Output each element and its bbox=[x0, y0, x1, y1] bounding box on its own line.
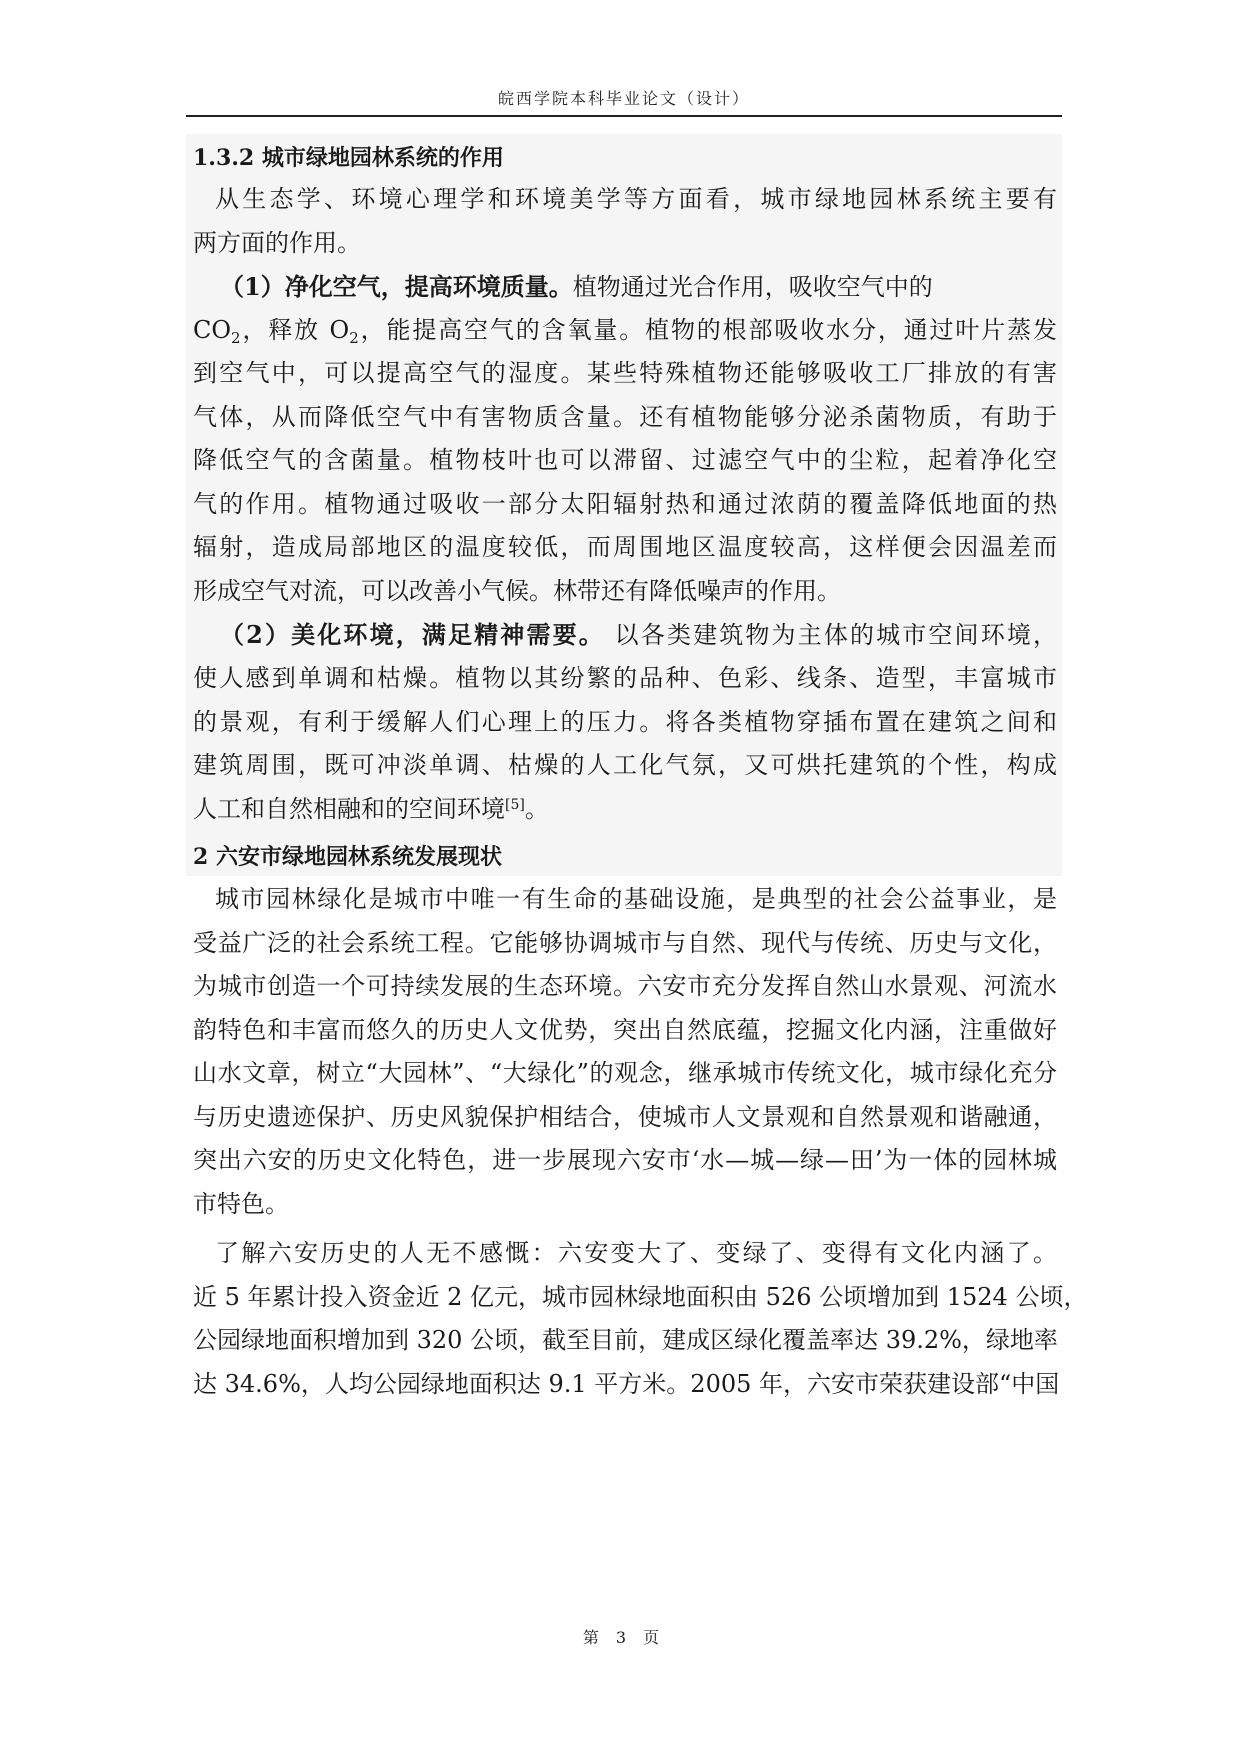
paragraph-line: 形成空气对流，可以改善小气候。林带还有降低噪声的作用。 bbox=[193, 577, 841, 605]
page-number: 第 3 页 bbox=[582, 1628, 666, 1647]
paragraph-line: $CO_2$，释放 $O_2$，能提高空气的含氧量。植物的根部吸收水分，通过叶片蒸发 bbox=[193, 316, 1057, 347]
paragraph-line: 韵特色和丰富而悠久的历史人文优势，突出自然底蕴，挖掘文化内涵，注重做好 bbox=[193, 1016, 1057, 1044]
paragraph-line: 达 34.6%，人均公园绿地面积达 9.1 平方米。2005 年，六安市荣获建设部“中国 bbox=[193, 1370, 1060, 1398]
paragraph-line: 为城市创造一个可持续发展的生态环境。六安市充分发挥自然山水景观、河流水 bbox=[193, 972, 1057, 1000]
paragraph-line: 气体，从而降低空气中有害物质含量。还有植物能够分泌杀菌物质，有助于 bbox=[193, 403, 1057, 431]
o2-subscript: 2 bbox=[349, 329, 359, 347]
paragraph-line: 人工和自然相融和的空间环境[5]。 bbox=[193, 795, 549, 823]
point-1-text: 植物通过光合作用，吸收空气中的 bbox=[572, 273, 933, 301]
paragraph-line: 到空气中，可以提高空气的湿度。某些特殊植物还能够吸收工厂排放的有害 bbox=[193, 359, 1057, 387]
paragraph-line: 公园绿地面积增加到 320 公顷，截至目前，建成区绿化覆盖率达 39.2%，绿地率 bbox=[193, 1326, 1058, 1354]
paragraph-line: 山水文章，树立“大园林”、“大绿化”的观念，继承城市传统文化，城市绿化充分 bbox=[193, 1059, 1057, 1087]
paragraph-line: 了解六安历史的人无不感慨：六安变大了、变绿了、变得有文化内涵了。 bbox=[215, 1239, 1057, 1267]
point-2-text: 以各类建筑物为主体的城市空间环境， bbox=[604, 621, 1057, 649]
point-2-title: （2）美化环境，满足精神需要。 bbox=[220, 620, 605, 649]
paragraph-line: 市特色。 bbox=[193, 1190, 289, 1218]
paragraph-line: 气的作用。植物通过吸收一部分太阳辐射热和通过浓荫的覆盖降低地面的热 bbox=[193, 490, 1057, 518]
paragraph-line: 城市园林绿化是城市中唯一有生命的基础设施，是典型的社会公益事业，是 bbox=[215, 885, 1057, 913]
paragraph-line: 两方面的作用。 bbox=[193, 229, 361, 257]
section-heading-1-3-2: 1.3.2 城市绿地园林系统的作用 bbox=[193, 145, 504, 171]
paragraph-line: 受益广泛的社会系统工程。它能够协调城市与自然、现代与传统、历史与文化， bbox=[193, 929, 1057, 957]
point-1-title: （1）净化空气，提高环境质量。 bbox=[220, 272, 573, 301]
paragraph-line bbox=[220, 271, 1057, 303]
section-heading-2: 2 六安市绿地园林系统发展现状 bbox=[193, 844, 502, 870]
paragraph-line: 使人感到单调和枯燥。植物以其纷繁的品种、色彩、线条、造型，丰富城市 bbox=[193, 664, 1057, 692]
paragraph-line: 从生态学、环境心理学和环境美学等方面看，城市绿地园林系统主要有 bbox=[215, 185, 1057, 213]
paragraph-line: 近 5 年累计投入资金近 2 亿元，城市园林绿地面积由 526 公顷增加到 1524 公顷， bbox=[193, 1283, 1088, 1311]
paragraph-line bbox=[220, 619, 1057, 651]
co2-formula: $CO_2$ bbox=[193, 316, 241, 347]
paragraph-line: 降低空气的含菌量。植物枝叶也可以滞留、过滤空气中的尘粒，起着净化空 bbox=[193, 446, 1057, 474]
citation-reference: [5] bbox=[505, 797, 525, 813]
paragraph-line: 与历史遗迹保护、历史风貌保护相结合，使城市人文景观和自然景观和谐融通， bbox=[193, 1103, 1057, 1131]
paragraph-line: 突出六安的历史文化特色，进一步展现六安市‘水—城—绿—田’为一体的园林城 bbox=[193, 1146, 1057, 1174]
paragraph-line: 的景观，有利于缓解人们心理上的压力。将各类植物穿插布置在建筑之间和 bbox=[193, 708, 1057, 736]
paragraph-line: 建筑周围，既可冲淡单调、枯燥的人工化气氛，又可烘托建筑的个性，构成 bbox=[193, 751, 1057, 779]
document-header: 皖西学院本科毕业论文（设计） bbox=[497, 89, 750, 108]
paragraph-line: 辐射，造成局部地区的温度较低，而周围地区温度较高，这样便会因温差而 bbox=[193, 533, 1057, 561]
header-divider bbox=[186, 115, 1062, 117]
